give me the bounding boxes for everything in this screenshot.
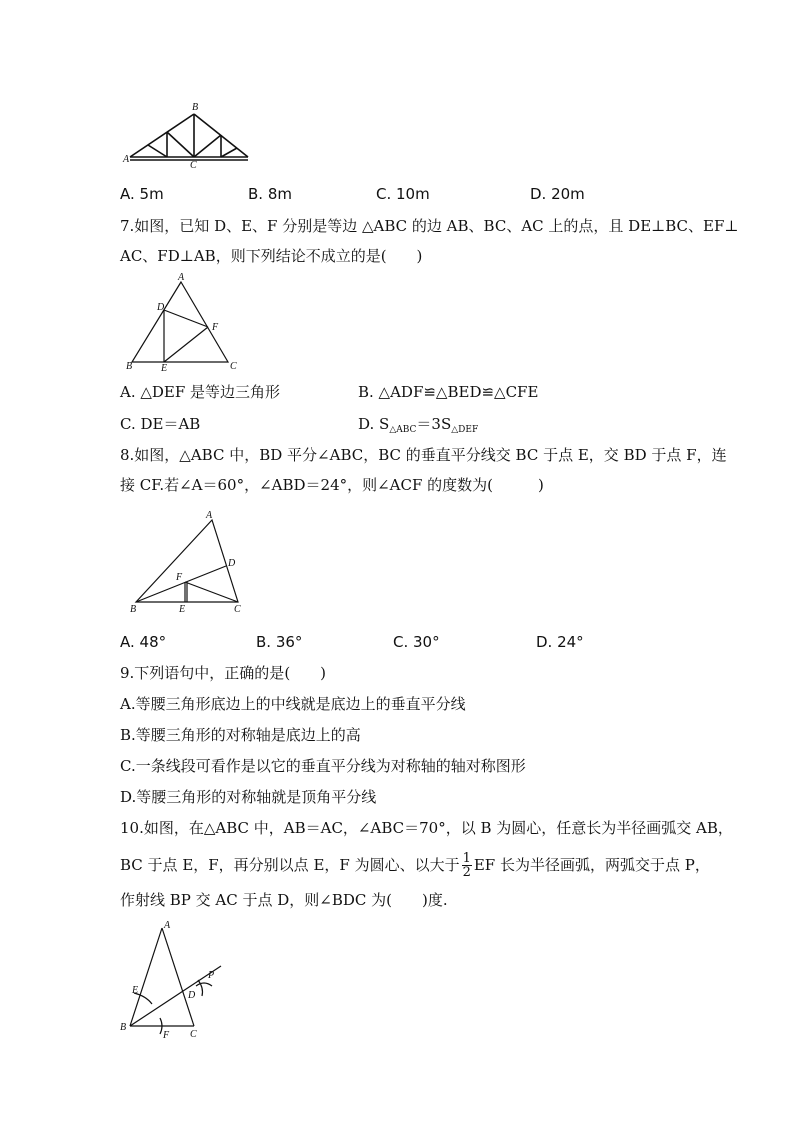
q8-stem-line1: 8.如图，△ABC 中，BD 平分∠ABC，BC 的垂直平分线交 BC 于点 E，交 BD 于点 F，连 <box>120 446 727 464</box>
q8-option-a: A. 48° <box>120 633 167 651</box>
q7-label-c: C <box>230 361 237 372</box>
q10-stem-line3: 作射线 BP 交 AC 于点 D，则∠BDC 为( )度. <box>120 891 448 909</box>
q8-option-c: C. 30° <box>393 633 440 651</box>
q10-label-f: F <box>163 1030 170 1041</box>
q8-stem-line2: 接 CF.若∠A＝60°，∠ABD＝24°，则∠ACF 的度数为( ) <box>120 476 544 494</box>
q7-option-c: C. DE＝AB <box>120 415 201 433</box>
q7-option-d: D. $S_{\triangle ABC}=3S_{\triangle DEF}$ <box>358 415 479 435</box>
q7-label-a: A <box>178 272 185 283</box>
q10-triangle-figure <box>118 920 228 1045</box>
q7-label-d: D <box>157 302 165 313</box>
q7-label-f: F <box>212 322 219 333</box>
q7-option-a: A. △DEF 是等边三角形 <box>120 383 281 401</box>
q7-triangle-figure <box>120 272 250 372</box>
q10-stem-line2: BC 于点 E，F，再分别以点 E，F 为圆心、以大于 $\frac{1}{2}$ EF 长为半径画弧，两弧交于点 P， <box>120 850 710 880</box>
q10-label-a: A <box>164 920 171 931</box>
q9-stem: 9.下列语句中，正确的是( ) <box>120 664 327 682</box>
q9-option-a: A.等腰三角形底边上的中线就是底边上的垂直平分线 <box>120 695 466 713</box>
q10-label-p: P <box>208 970 215 981</box>
q7-label-e: E <box>161 363 168 372</box>
q10-label-b: B <box>120 1022 127 1033</box>
q10-label-d: D <box>188 990 196 1001</box>
q6-option-b: B. 8m <box>248 185 292 203</box>
truss-label-a: A <box>123 154 130 165</box>
q10-stem-line1: 10.如图，在△ABC 中，AB＝AC，∠ABC＝70°，以 B 为圆心，任意长为半径画弧交 AB， <box>120 819 733 837</box>
q9-option-c: C.一条线段可看作是以它的垂直平分线为对称轴的轴对称图形 <box>120 757 526 775</box>
q9-option-d: D.等腰三角形的对称轴就是顶角平分线 <box>120 788 377 806</box>
q7-stem-line2: AC、FD⊥AB，则下列结论不成立的是( ) <box>120 247 423 265</box>
truss-label-b: B <box>192 102 199 113</box>
q8-label-f: F <box>176 572 183 583</box>
fraction-one-half: $\frac{1}{2}$ <box>462 850 471 880</box>
q6-option-d: D. 20m <box>530 185 585 203</box>
truss-figure <box>118 100 258 170</box>
q8-label-d: D <box>228 558 236 569</box>
q7-label-b: B <box>126 361 133 372</box>
q8-label-c: C <box>234 604 241 615</box>
q9-option-b: B.等腰三角形的对称轴是底边上的高 <box>120 726 361 744</box>
q7-option-b: B. △ADF≌△BED≌△CFE <box>358 383 539 401</box>
q8-option-b: B. 36° <box>256 633 303 651</box>
q10-label-e: E <box>132 985 139 996</box>
truss-label-c: C <box>190 160 197 170</box>
q7-stem-line1: 7.如图，已知 D、E、F 分别是等边 △ABC 的边 AB、BC、AC 上的点，且 DE⊥BC、EF⊥ <box>120 217 739 235</box>
q8-triangle-figure <box>122 506 254 616</box>
q8-label-a: A <box>206 510 213 521</box>
q6-option-a: A. 5m <box>120 185 164 203</box>
q10-label-c: C <box>190 1029 197 1040</box>
q6-option-c: C. 10m <box>376 185 430 203</box>
q8-label-b: B <box>130 604 137 615</box>
q8-label-e: E <box>179 604 186 615</box>
q8-option-d: D. 24° <box>536 633 584 651</box>
